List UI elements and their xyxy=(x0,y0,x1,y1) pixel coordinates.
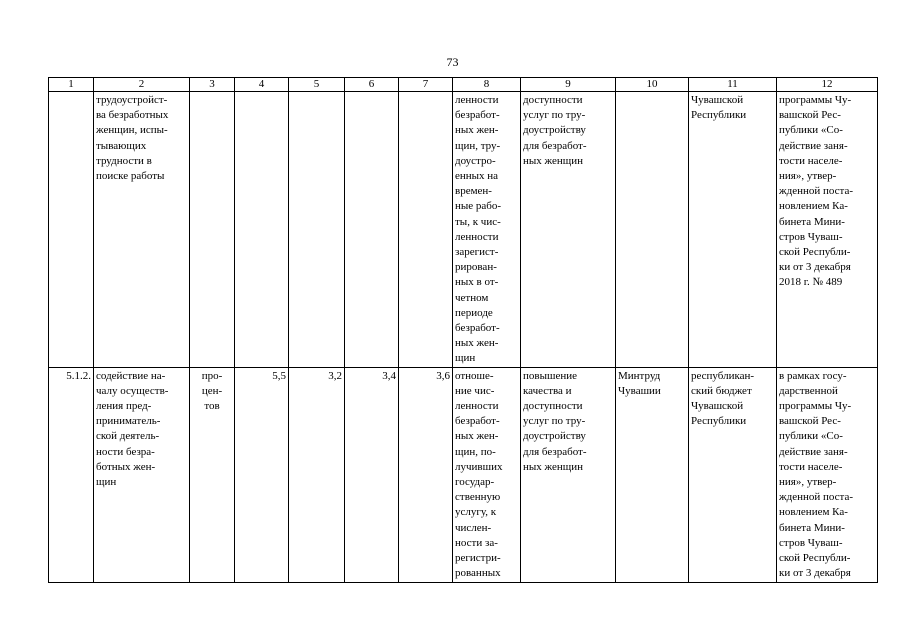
value-cell xyxy=(289,92,345,368)
page-number: 73 xyxy=(446,55,459,69)
measure-name-cell: содействие на- чалу осуществ- ления пред- приниматель- ской деятель- ности безра- ботных жен- щин xyxy=(94,367,190,582)
column-header: 1 xyxy=(49,78,94,92)
value-cell xyxy=(345,92,399,368)
expected-result-cell: повышение качества и доступности услуг по тру- доустройству для безработ- ных женщин xyxy=(521,367,616,582)
funding-source-cell: Чувашской Республики xyxy=(689,92,777,368)
indicator-cell: отноше- ние чис- ленности безработ- ных жен- щин, по- лучивших государ- ственную услугу, к числен- ности за- регистри- рованных xyxy=(453,367,521,582)
expected-result-cell: доступности услуг по тру- доустройству для безработ- ных женщин xyxy=(521,92,616,368)
basis-cell: программы Чу- вашской Рес- публики «Со- действие заня- тости населе- ния», утвер- жденной поста- новлением Ка- бинета Мини- стров Чуваш- ской Республи- ки от 3 декабря 2018 г. № 489 xyxy=(777,92,878,368)
basis-cell: в рамках госу- дарственной программы Чу- вашской Рес- публики «Со- действие заня- тости населе- ния», утвер- жденной поста- новлением Ка- бинета Мини- стров Чуваш- ской Республи- ки от 3 декабря xyxy=(777,367,878,582)
value-cell xyxy=(235,92,289,368)
column-header: 4 xyxy=(235,78,289,92)
column-header: 9 xyxy=(521,78,616,92)
value-cell xyxy=(399,92,453,368)
column-header: 6 xyxy=(345,78,399,92)
funding-source-cell: республикан- ский бюджет Чувашской Республики xyxy=(689,367,777,582)
measure-name-cell: трудоустройст- ва безработных женщин, испы- тывающих трудности в поиске работы xyxy=(94,92,190,368)
executor-cell: Минтруд Чувашии xyxy=(616,367,689,582)
unit-cell: про- цен- тов xyxy=(190,367,235,582)
program-table xyxy=(48,77,878,583)
column-header: 5 xyxy=(289,78,345,92)
item-number-cell xyxy=(49,92,94,368)
value-cell: 3,4 xyxy=(345,367,399,582)
indicator-cell: ленности безработ- ных жен- щин, тру- доустро- енных на времен- ные рабо- ты, к чис- ленности зарегист- рирован- ных в от- четном периоде безработ- ных жен- щин xyxy=(453,92,521,368)
table-row xyxy=(49,367,878,582)
column-header: 10 xyxy=(616,78,689,92)
value-cell: 3,6 xyxy=(399,367,453,582)
column-header: 7 xyxy=(399,78,453,92)
column-header: 3 xyxy=(190,78,235,92)
executor-cell xyxy=(616,92,689,368)
value-cell: 5,5 xyxy=(235,367,289,582)
column-header: 8 xyxy=(453,78,521,92)
table-row xyxy=(49,92,878,368)
column-header: 12 xyxy=(777,78,878,92)
unit-cell xyxy=(190,92,235,368)
value-cell: 3,2 xyxy=(289,367,345,582)
item-number-cell: 5.1.2. xyxy=(49,367,94,582)
column-number-row xyxy=(49,78,878,92)
column-header: 11 xyxy=(689,78,777,92)
column-header: 2 xyxy=(94,78,190,92)
